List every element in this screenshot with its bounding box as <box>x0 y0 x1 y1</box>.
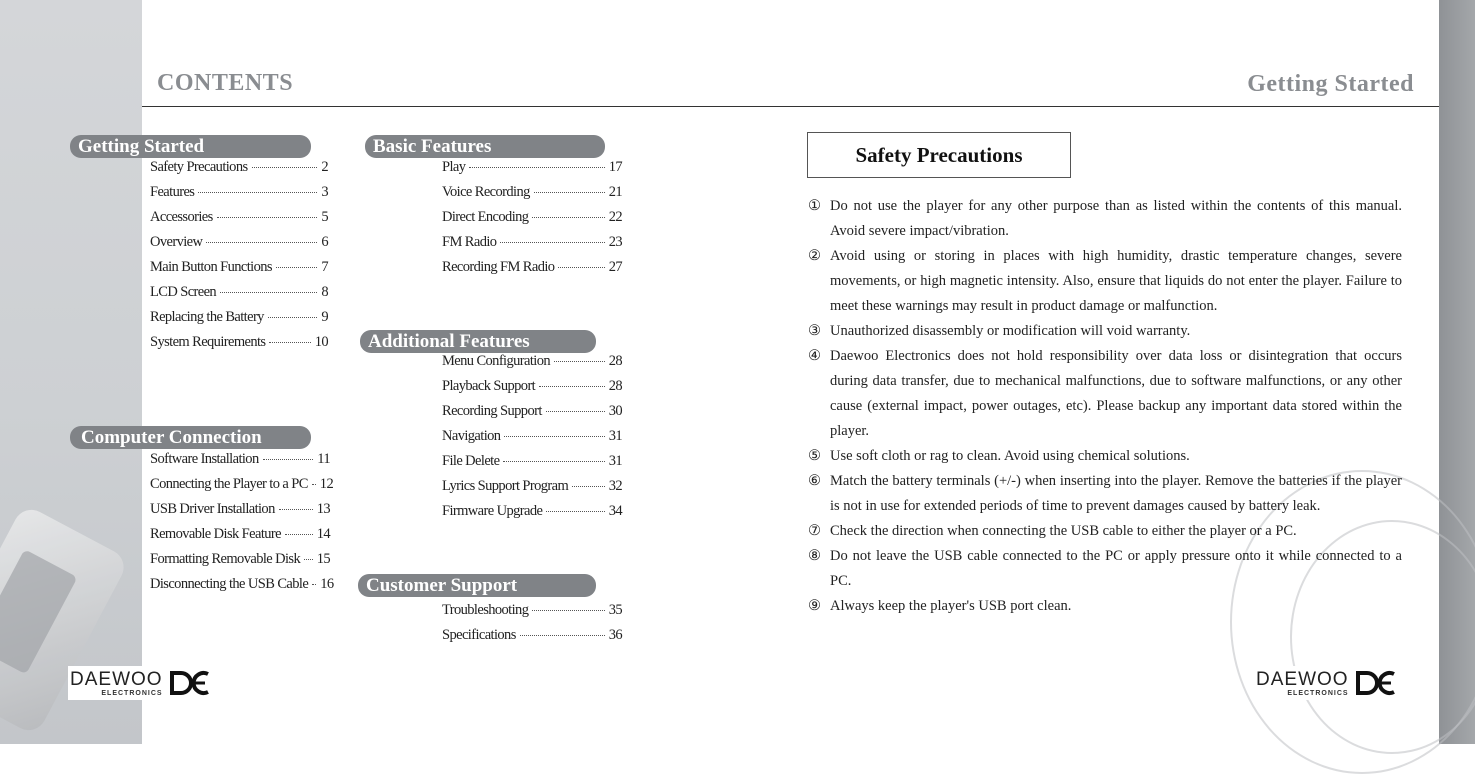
toc-item[interactable] <box>150 334 328 359</box>
precaution-item <box>808 469 1402 519</box>
toc-item-page: 28 <box>608 353 622 369</box>
toc-item-page: 31 <box>608 428 622 444</box>
toc-leader-dots <box>520 635 605 636</box>
toc-list-computer-connection <box>150 451 334 601</box>
precaution-number: ① <box>808 198 821 214</box>
toc-leader-dots <box>546 411 605 412</box>
toc-item-title: Connecting the Player to a PC <box>150 476 308 492</box>
toc-leader-dots <box>304 559 313 560</box>
precaution-item <box>808 244 1402 319</box>
toc-item-page: 35 <box>608 602 622 618</box>
toc-leader-dots <box>263 459 314 460</box>
toc-item[interactable] <box>150 159 328 184</box>
precaution-item <box>808 444 1402 469</box>
toc-item-page: 15 <box>316 551 330 567</box>
toc-item[interactable] <box>150 234 328 259</box>
precaution-text: Daewoo Electronics does not hold responsibility over data loss or disintegration that occurs during data transfer, due to mechanical malfunctions, due to software malfunctions, or any other cause (external impact, power outages, etc). Please backup any important data stored within the player. <box>830 348 1402 439</box>
precaution-item <box>808 194 1402 244</box>
toc-item[interactable] <box>442 403 622 428</box>
toc-item[interactable] <box>442 503 622 528</box>
toc-item[interactable] <box>442 602 622 627</box>
toc-heading-customer-support: Customer Support <box>358 574 596 597</box>
toc-item-page: 13 <box>316 501 330 517</box>
toc-item-page: 36 <box>608 627 622 643</box>
toc-item[interactable] <box>150 526 330 551</box>
toc-item[interactable] <box>150 551 330 576</box>
toc-item[interactable] <box>442 453 622 478</box>
toc-heading-basic-features: Basic Features <box>365 135 605 158</box>
toc-leader-dots <box>554 361 605 362</box>
toc-item-page: 27 <box>608 259 622 275</box>
toc-leader-dots <box>276 267 317 268</box>
toc-item-title: FM Radio <box>442 234 497 250</box>
toc-heading-getting-started: Getting Started <box>70 135 311 158</box>
header-divider <box>142 106 1439 107</box>
precaution-number: ② <box>808 248 821 264</box>
toc-item-title: Recording Support <box>442 403 542 419</box>
toc-item-title: Troubleshooting <box>442 602 529 618</box>
logo-wordmark <box>70 670 163 697</box>
precaution-number: ⑥ <box>808 473 821 489</box>
toc-item-page: 31 <box>608 453 622 469</box>
toc-list-basic-features <box>442 159 622 284</box>
toc-leader-dots <box>572 486 605 487</box>
toc-leader-dots <box>500 242 604 243</box>
toc-list-getting-started <box>150 159 328 359</box>
toc-item[interactable] <box>150 501 330 526</box>
toc-item-page: 2 <box>321 159 328 175</box>
precaution-number: ⑦ <box>808 523 821 539</box>
toc-item-page: 6 <box>321 234 328 250</box>
toc-item-page: 3 <box>321 184 328 200</box>
toc-item[interactable] <box>442 184 622 209</box>
toc-item-title: LCD Screen <box>150 284 217 300</box>
toc-leader-dots <box>252 167 318 168</box>
toc-item-page: 11 <box>317 451 330 467</box>
toc-heading-additional-features: Additional Features <box>360 330 596 353</box>
toc-item-title: Recording FM Radio <box>442 259 555 275</box>
logo-brand-sub: ELECTRONICS <box>101 689 163 697</box>
daewoo-logo-right <box>1254 666 1400 700</box>
contents-heading: CONTENTS <box>157 70 294 96</box>
toc-item-title: Play <box>442 159 466 175</box>
toc-item[interactable] <box>150 284 328 309</box>
safety-precautions-list <box>808 194 1402 619</box>
toc-item-title: Navigation <box>442 428 501 444</box>
daewoo-logo-icon <box>1355 670 1397 696</box>
toc-item-page: 7 <box>321 259 328 275</box>
toc-item-title: Formatting Removable Disk <box>150 551 301 567</box>
toc-leader-dots <box>220 292 317 293</box>
toc-item-title: Removable Disk Feature <box>150 526 281 542</box>
toc-leader-dots <box>534 192 605 193</box>
toc-item-page: 16 <box>320 576 334 592</box>
toc-leader-dots <box>539 386 605 387</box>
toc-item-title: Specifications <box>442 627 516 643</box>
logo-wordmark <box>1256 670 1349 697</box>
toc-leader-dots <box>279 509 313 510</box>
toc-item[interactable] <box>442 209 622 234</box>
safety-precautions-title: Safety Precautions <box>807 132 1071 178</box>
toc-item-page: 12 <box>319 476 334 492</box>
toc-item-title: Firmware Upgrade <box>442 503 543 519</box>
toc-item-title: File Delete <box>442 453 500 469</box>
toc-item-page: 23 <box>608 234 622 250</box>
toc-leader-dots <box>268 317 318 318</box>
logo-brand-name: DAEWOO <box>1256 668 1349 690</box>
toc-item[interactable] <box>150 476 334 501</box>
precaution-text: Always keep the player's USB port clean. <box>830 598 1072 614</box>
toc-item-page: 9 <box>321 309 328 325</box>
toc-item[interactable] <box>150 184 328 209</box>
toc-item-title: USB Driver Installation <box>150 501 275 517</box>
toc-heading-computer-connection: Computer Connection <box>70 426 311 449</box>
toc-leader-dots <box>312 484 316 485</box>
toc-item[interactable] <box>150 451 330 476</box>
toc-list-additional-features <box>442 353 622 528</box>
toc-item-page: 30 <box>608 403 622 419</box>
logo-brand-name: DAEWOO <box>70 668 163 690</box>
toc-item[interactable] <box>442 159 622 184</box>
toc-item-title: Voice Recording <box>442 184 530 200</box>
toc-item-title: Direct Encoding <box>442 209 529 225</box>
toc-item-title: Safety Precautions <box>150 159 248 175</box>
toc-leader-dots <box>217 217 318 218</box>
precaution-number: ⑤ <box>808 448 821 464</box>
toc-leader-dots <box>469 167 604 168</box>
toc-leader-dots <box>546 511 604 512</box>
toc-item[interactable] <box>442 627 622 652</box>
precaution-number: ⑨ <box>808 598 821 614</box>
toc-item[interactable] <box>442 378 622 403</box>
toc-item-title: Disconnecting the USB Cable <box>150 576 309 592</box>
toc-item-page: 17 <box>608 159 622 175</box>
toc-leader-dots <box>532 217 604 218</box>
toc-item-page: 28 <box>608 378 622 394</box>
precaution-item <box>808 544 1402 594</box>
toc-item-page: 8 <box>321 284 328 300</box>
toc-leader-dots <box>206 242 317 243</box>
toc-item-title: Lyrics Support Program <box>442 478 569 494</box>
precaution-item <box>808 319 1402 344</box>
toc-item-page: 34 <box>608 503 622 519</box>
toc-leader-dots <box>558 267 604 268</box>
precaution-text: Do not use the player for any other purpose than as listed within the contents of this manual. Avoid severe impact/vibration. <box>830 198 1402 239</box>
toc-item[interactable] <box>442 259 622 284</box>
toc-leader-dots <box>504 436 604 437</box>
toc-item[interactable] <box>442 353 622 378</box>
toc-item-page: 32 <box>608 478 622 494</box>
daewoo-logo-left <box>68 666 214 700</box>
precaution-item <box>808 519 1402 544</box>
logo-brand-sub: ELECTRONICS <box>1287 689 1349 697</box>
toc-leader-dots <box>532 610 604 611</box>
toc-leader-dots <box>198 192 317 193</box>
toc-item-title: Accessories <box>150 209 213 225</box>
precaution-text: Do not leave the USB cable connected to the PC or apply pressure onto it while connected to a PC. <box>830 548 1402 589</box>
toc-leader-dots <box>269 342 310 343</box>
precaution-number: ③ <box>808 323 821 339</box>
toc-leader-dots <box>503 461 604 462</box>
toc-item[interactable] <box>150 259 328 284</box>
precaution-text: Unauthorized disassembly or modification will void warranty. <box>830 323 1191 339</box>
precaution-text: Check the direction when connecting the USB cable to either the player or a PC. <box>830 523 1297 539</box>
toc-leader-dots <box>285 534 313 535</box>
section-title-getting-started: Getting Started <box>1247 71 1414 97</box>
daewoo-logo-icon <box>169 670 211 696</box>
precaution-item <box>808 594 1402 619</box>
toc-item-page: 14 <box>316 526 330 542</box>
precaution-text: Match the battery terminals (+/-) when inserting into the player. Remove the batteries if the player is not in use for extended periods of time to prevent damages caused by battery leak. <box>830 473 1402 514</box>
toc-item[interactable] <box>150 209 328 234</box>
toc-leader-dots <box>312 584 316 585</box>
precaution-number: ④ <box>808 348 821 364</box>
toc-item[interactable] <box>442 428 622 453</box>
toc-item-title: Menu Configuration <box>442 353 551 369</box>
toc-list-customer-support <box>442 602 622 652</box>
toc-item[interactable] <box>442 478 622 503</box>
toc-item-title: Software Installation <box>150 451 259 467</box>
toc-item-title: Features <box>150 184 195 200</box>
precaution-text: Use soft cloth or rag to clean. Avoid using chemical solutions. <box>830 448 1190 464</box>
precaution-item <box>808 344 1402 444</box>
toc-item[interactable] <box>150 309 328 334</box>
toc-item[interactable] <box>150 576 334 601</box>
toc-item-title: System Requirements <box>150 334 266 350</box>
toc-item[interactable] <box>442 234 622 259</box>
toc-item-title: Main Button Functions <box>150 259 272 275</box>
toc-item-title: Playback Support <box>442 378 536 394</box>
precaution-text: Avoid using or storing in places with high humidity, drastic temperature changes, severe movements, or high magnetic intensity. Also, ensure that liquids do not enter the player. Failure to meet these warnings may result in product damage or malfunction. <box>830 248 1402 314</box>
precaution-number: ⑧ <box>808 548 821 564</box>
toc-item-title: Overview <box>150 234 203 250</box>
toc-item-page: 5 <box>321 209 328 225</box>
toc-item-title: Replacing the Battery <box>150 309 264 325</box>
toc-item-page: 22 <box>608 209 622 225</box>
toc-item-page: 21 <box>608 184 622 200</box>
device-screen-illustration <box>0 549 78 674</box>
toc-item-page: 10 <box>314 334 328 350</box>
